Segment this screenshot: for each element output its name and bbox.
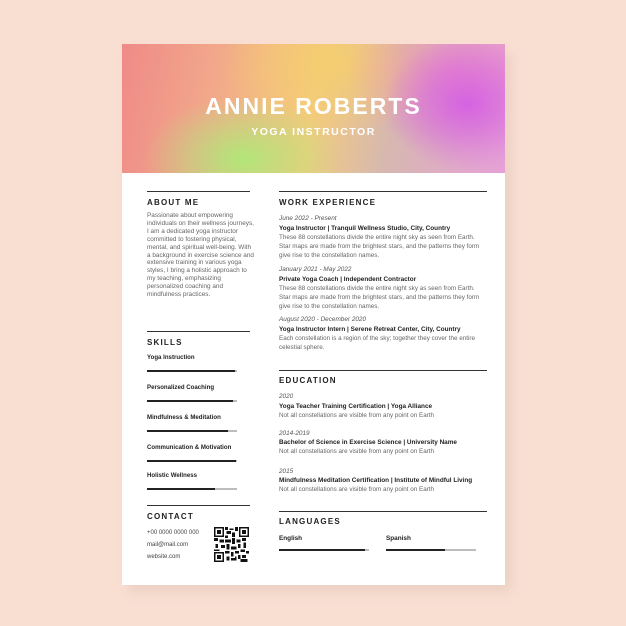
work-title: Yoga Instructor Intern | Serene Retreat Center, City, Country — [279, 326, 461, 333]
about-rule — [147, 191, 250, 192]
education-heading: EDUCATION — [279, 376, 337, 385]
candidate-title: YOGA INSTRUCTOR — [251, 126, 376, 138]
contact-phone: +00 0000 0000 000 — [147, 530, 199, 536]
skill-bar — [147, 488, 237, 490]
skill-label: Mindfulness & Meditation — [147, 414, 221, 421]
skill-bar — [147, 460, 237, 462]
education-title: Bachelor of Science in Exercise Science | University Name — [279, 439, 457, 446]
language-bar-fill — [279, 549, 365, 552]
languages-heading: LANGUAGES — [279, 517, 341, 526]
education-date: 2015 — [279, 468, 294, 475]
skill-label: Yoga Instruction — [147, 354, 195, 361]
about-heading: ABOUT ME — [147, 198, 200, 207]
contact-rule — [147, 505, 250, 506]
work-description: These 88 constellations divide the entire night sky as seen from Earth. Star maps are made from the brightest stars, and the patterns they form give rise to the constellation names. — [279, 234, 480, 259]
education-description: Not all constellations are visible from any point on Earth — [279, 486, 435, 493]
language-label: Spanish — [386, 535, 411, 542]
languages-rule — [279, 511, 487, 512]
skill-label: Personalized Coaching — [147, 384, 215, 391]
work-heading: WORK EXPERIENCE — [279, 198, 377, 207]
work-description: Each constellation is a region of the sky; together they cover the entire celestial sphere. — [279, 335, 476, 351]
skills-rule — [147, 331, 250, 332]
language-bar — [279, 549, 369, 551]
education-rule — [279, 370, 487, 371]
education-title: Yoga Teacher Training Certification | Yoga Alliance — [279, 403, 433, 410]
work-date: June 2022 - Present — [279, 215, 337, 222]
contact-email: mail@mail.com — [147, 542, 189, 548]
education-date: 2020 — [279, 393, 294, 400]
language-bar-fill — [386, 549, 445, 552]
candidate-name: ANNIE ROBERTS — [205, 93, 422, 119]
work-title: Private Yoga Coach | Independent Contractor — [279, 276, 417, 283]
work-date: January 2021 - May 2022 — [279, 266, 352, 273]
education-date: 2014-2019 — [279, 430, 310, 437]
work-rule — [279, 191, 487, 192]
skill-bar-fill — [147, 400, 233, 403]
skill-label: Holistic Wellness — [147, 472, 198, 479]
work-title: Yoga Instructor | Tranquil Wellness Studio, City, Country — [279, 225, 451, 232]
resume-page — [122, 44, 505, 585]
work-date: August 2020 - December 2020 — [279, 316, 367, 323]
contact-website: website.com — [147, 554, 181, 560]
language-bar — [386, 549, 476, 551]
skill-bar-fill — [147, 460, 236, 463]
education-title: Mindfulness Meditation Certification | Institute of Mindful Living — [279, 477, 473, 484]
skill-bar — [147, 400, 237, 402]
skill-bar — [147, 370, 237, 372]
work-description: These 88 constellations divide the entire night sky as seen from Earth. Star maps are made from the brightest stars, and the patterns they form give rise to the constellation names. — [279, 285, 480, 310]
skill-bar-fill — [147, 430, 228, 433]
about-text: Passionate about empowering individuals on their wellness journeys, I am a dedicated yoga instructor committed to fostering physical, mental, and spiritual well-being. With a background in exercise science and extensive training in various yoga styles, I bring a holistic approach to my teaching, emphasizing personalized coaching and mindfulness practices. — [147, 212, 254, 299]
skill-bar-fill — [147, 488, 215, 491]
qr-code-icon — [214, 527, 249, 562]
skills-heading: SKILLS — [147, 338, 183, 347]
education-description: Not all constellations are visible from any point on Earth — [279, 412, 435, 419]
contact-heading: CONTACT — [147, 512, 194, 521]
resume-header — [122, 44, 505, 173]
education-description: Not all constellations are visible from any point on Earth — [279, 448, 435, 455]
skill-bar — [147, 430, 237, 432]
skill-label: Communication & Motivation — [147, 444, 232, 451]
skill-bar-fill — [147, 370, 235, 373]
language-label: English — [279, 535, 303, 542]
